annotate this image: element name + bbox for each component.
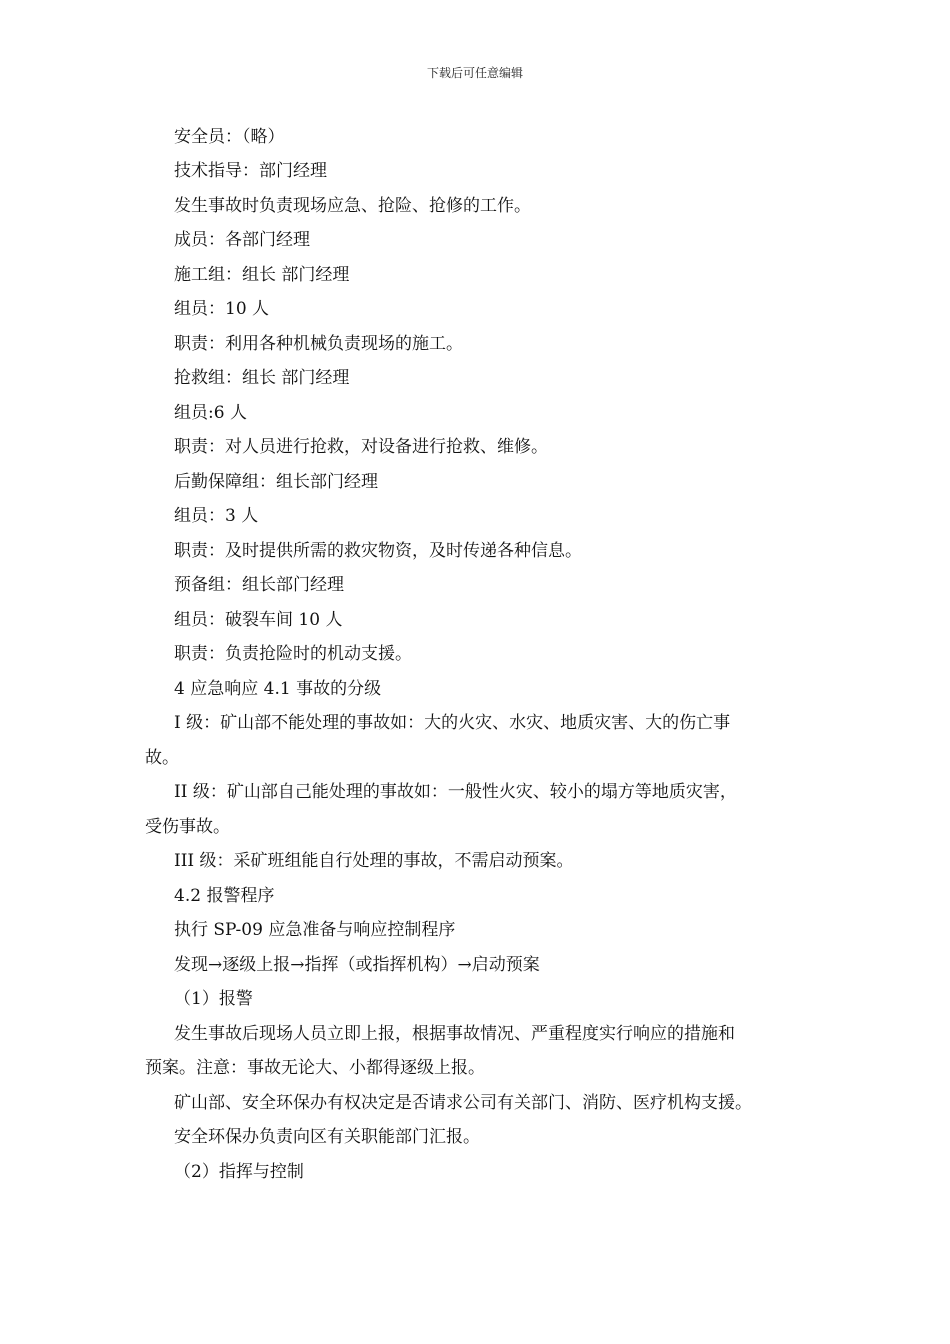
subheading-command-control: （2）指挥与控制 [174, 1162, 304, 1182]
line-logistics-members: 组员：3 人 [174, 506, 259, 526]
line-support-decision: 矿山部、安全环保办有权决定是否请求公司有关部门、消防、医疗机构支援。 [174, 1093, 752, 1113]
line-level-1-cont: 故。 [145, 748, 179, 768]
line-safety-officer: 安全员：（略） [174, 127, 285, 147]
line-reserve-duty: 职责：负责抢险时的机动支援。 [174, 644, 412, 664]
line-report-flow: 发现→逐级上报→指挥（或指挥机构）→启动预案 [174, 955, 540, 975]
line-reserve-members: 组员：破裂车间 10 人 [174, 610, 343, 630]
line-alarm-detail: 发生事故后现场人员立即上报，根据事故情况、严重程度实行响应的措施和 [174, 1024, 735, 1044]
line-construction-members: 组员：10 人 [174, 299, 270, 319]
line-construction-duty: 职责：利用各种机械负责现场的施工。 [174, 334, 463, 354]
line-rescue-members: 组员:6 人 [174, 403, 247, 423]
line-accident-duty: 发生事故时负责现场应急、抢险、抢修的工作。 [174, 196, 531, 216]
line-alarm-detail-cont: 预案。注意：事故无论大、小都得逐级上报。 [145, 1058, 485, 1078]
line-execute-sp09: 执行 SP-09 应急准备与响应控制程序 [174, 920, 456, 940]
line-members: 成员：各部门经理 [174, 230, 310, 250]
line-rescue-duty: 职责：对人员进行抢救，对设备进行抢救、维修。 [174, 437, 548, 457]
line-rescue-group: 抢救组：组长 部门经理 [174, 368, 350, 388]
subheading-alarm: （1）报警 [174, 989, 253, 1009]
line-construction-group: 施工组：组长 部门经理 [174, 265, 350, 285]
line-logistics-group: 后勤保障组：组长部门经理 [174, 472, 378, 492]
line-level-2-cont: 受伤事故。 [145, 817, 230, 837]
line-level-3: III 级：采矿班组能自行处理的事故，不需启动预案。 [174, 851, 574, 871]
line-level-1: I 级：矿山部不能处理的事故如：大的火灾、水灾、地质灾害、大的伤亡事 [174, 713, 731, 733]
line-reserve-group: 预备组：组长部门经理 [174, 575, 344, 595]
line-logistics-duty: 职责：及时提供所需的救灾物资，及时传递各种信息。 [174, 541, 582, 561]
line-level-2: II 级：矿山部自己能处理的事故如：一般性火灾、较小的塌方等地质灾害， [174, 782, 737, 802]
line-tech-guidance: 技术指导：部门经理 [174, 161, 327, 181]
section-heading-emergency-response: 4 应急响应 4.1 事故的分级 [174, 679, 382, 699]
line-report-district: 安全环保办负责向区有关职能部门汇报。 [174, 1127, 480, 1147]
section-heading-alarm-procedure: 4.2 报警程序 [174, 886, 275, 906]
page-header: 下载后可任意编辑 [426, 66, 523, 80]
